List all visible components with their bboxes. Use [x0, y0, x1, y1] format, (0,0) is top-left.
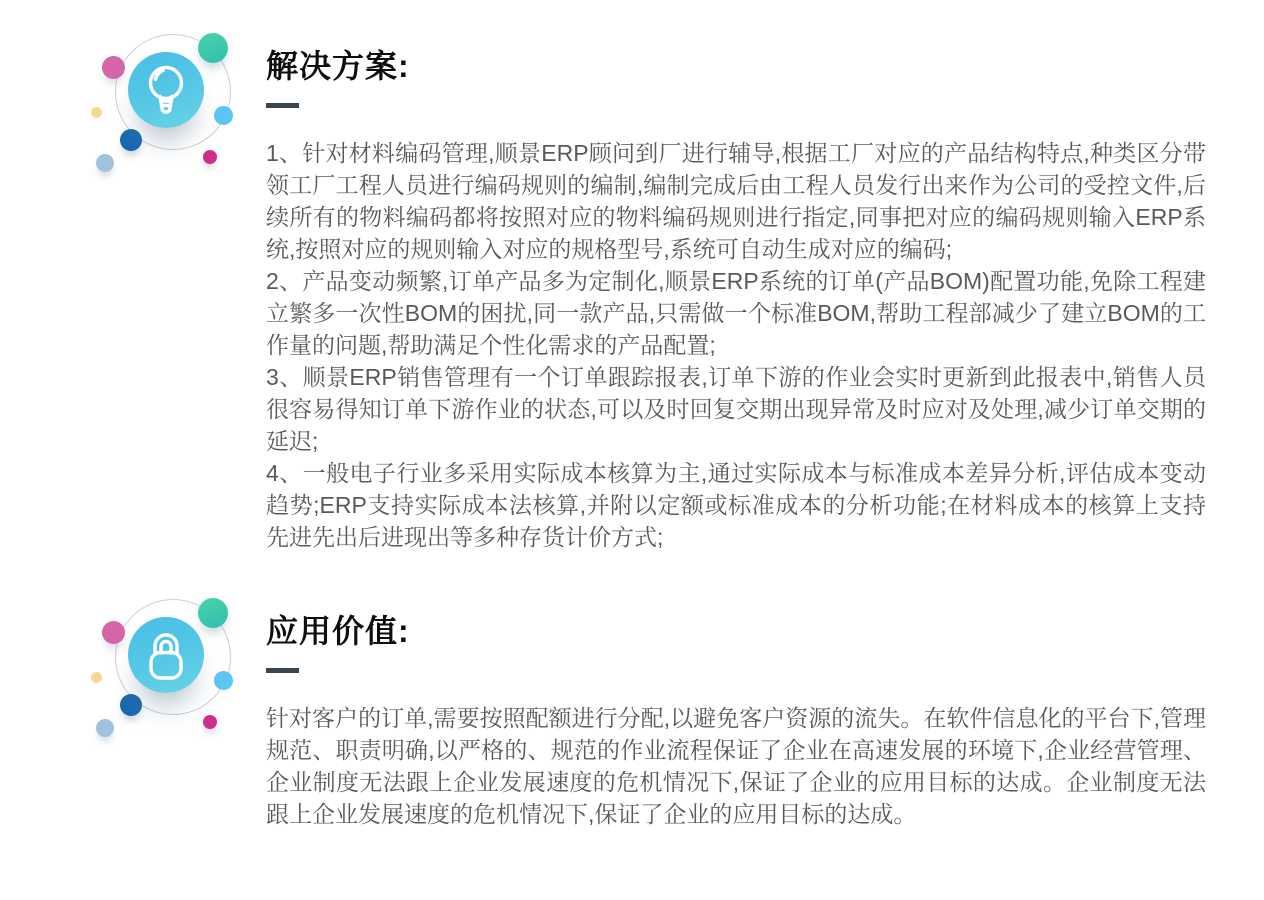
solution-paragraphs: [266, 137, 1206, 553]
steel-blue-dot: [96, 154, 114, 172]
value-content: [266, 611, 1206, 830]
value-section: [0, 565, 1264, 830]
solution-content: [266, 46, 1206, 553]
value-paragraphs: [266, 702, 1206, 830]
value-paragraph-1: 针对客户的订单,需要按照配额进行分配,以避免客户资源的流失。在软件信息化的平台下,管理规范、职责明确,以严格的、规范的作业流程保证了企业在高速发展的环境下,企业经营管理、企业制度无法跟上企业发展速度的危机情况下,保证了企业的应用目标的达成。企业制度无法跟上企业发展速度的危机情况下,保证了企业的应用目标的达成。: [266, 705, 1206, 827]
steel-blue-dot: [96, 719, 114, 737]
dark-blue-dot: [120, 129, 142, 151]
lightbulb-icon: [128, 52, 204, 128]
solution-paragraph-2: 2、产品变动频繁,订单产品多为定制化,顺景ERP系统的订单(产品BOM)配置功能,免除工程建立繁多一次性BOM的困扰,同一款产品,只需做一个标准BOM,帮助工程部减少了建立BOM的工作量的问题,帮助满足个性化需求的产品配置;: [266, 268, 1206, 358]
title-underline-dash: [266, 103, 299, 108]
magenta-dot: [203, 150, 217, 164]
solution-title: 解决方案:: [266, 48, 410, 84]
magenta-dot: [203, 715, 217, 729]
solution-paragraph-1: 1、针对材料编码管理,顺景ERP顾问到厂进行辅导,根据工厂对应的产品结构特点,种类区分带领工厂工程人员进行编码规则的编制,编制完成后由工程人员发行出来作为公司的受控文件,后续所有的物料编码都将按照对应的物料编码规则进行指定,同事把对应的编码规则输入ERP系统,按照对应的规则输入对应的规格型号,系统可自动生成对应的编码;: [266, 140, 1206, 262]
yellow-dot: [91, 672, 102, 683]
solution-paragraph-4: 4、一般电子行业多采用实际成本核算为主,通过实际成本与标准成本差异分析,评估成本变动趋势;ERP支持实际成本法核算,并附以定额或标准成本的分析功能;在材料成本的核算上支持先进先出后进现出等多种存货计价方式;: [266, 460, 1206, 550]
pink-dot: [102, 621, 125, 644]
lock-icon: [128, 617, 204, 693]
title-underline-dash: [266, 668, 299, 673]
value-icon-group: [85, 592, 250, 752]
light-blue-dot: [214, 671, 233, 690]
pink-dot: [102, 56, 125, 79]
solution-paragraph-3: 3、顺景ERP销售管理有一个订单跟踪报表,订单下游的作业会实时更新到此报表中,销售人员很容易得知订单下游作业的状态,可以及时回复交期出现异常及时应对及处理,减少订单交期的延迟;: [266, 364, 1206, 454]
value-title: 应用价值:: [266, 613, 410, 649]
solution-icon-group: [85, 27, 250, 187]
dark-blue-dot: [120, 694, 142, 716]
yellow-dot: [91, 107, 102, 118]
light-blue-dot: [214, 106, 233, 125]
